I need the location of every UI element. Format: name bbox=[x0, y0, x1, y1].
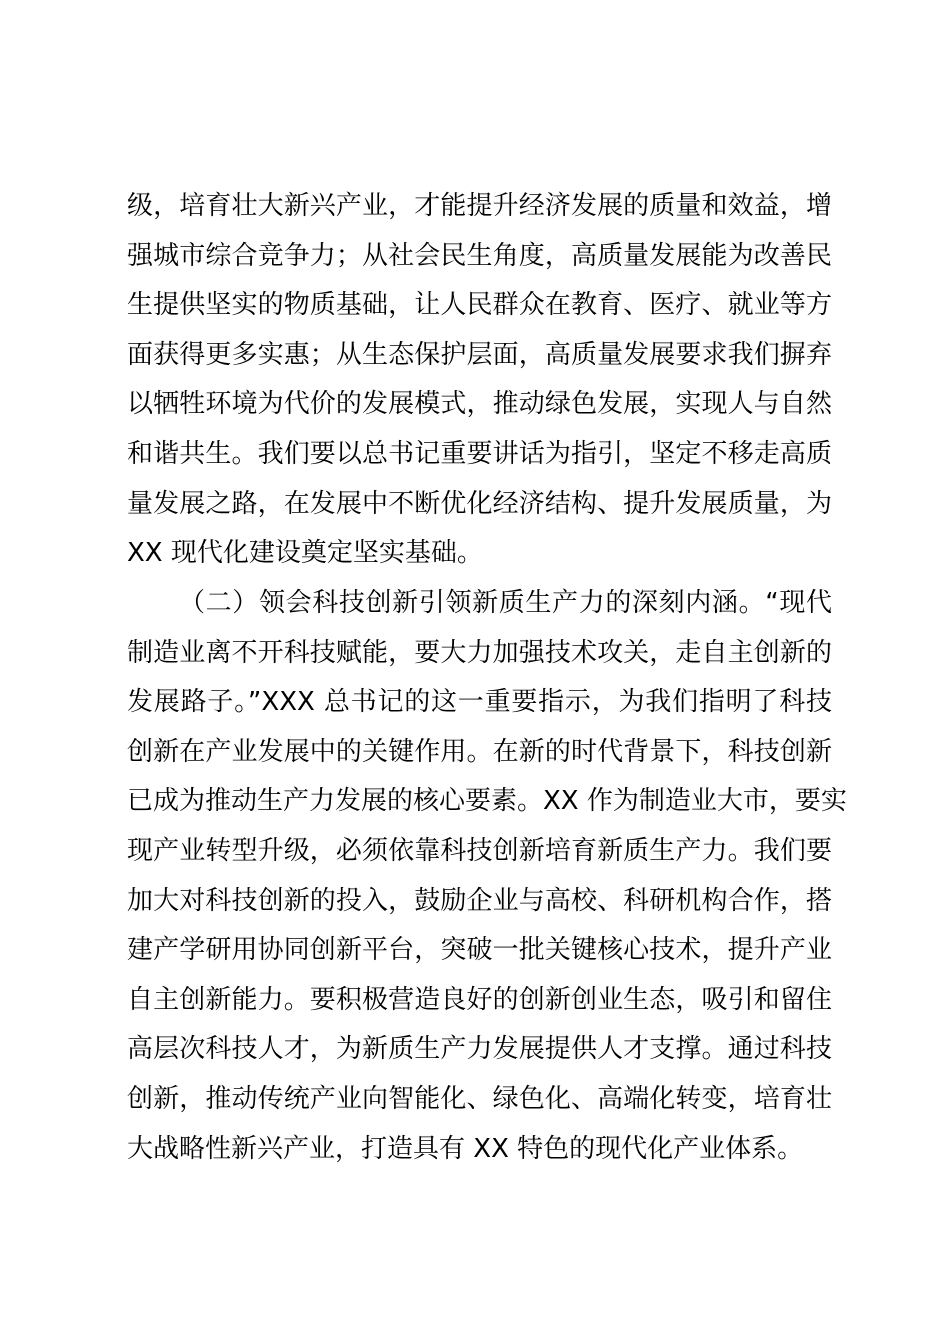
paragraph-line: 加大对科技创新的投入，鼓励企业与高校、科研机构合作，搭 bbox=[127, 885, 832, 916]
paragraph-line: 建产学研用协同创新平台，突破一批关键核心技术，提升产业 bbox=[127, 935, 832, 966]
paragraph-line: 以牺牲环境为代价的发展模式，推动绿色发展，实现人与自然 bbox=[127, 389, 832, 420]
paragraph-line: 面获得更多实惠；从生态保护层面，高质量发展要求我们摒弃 bbox=[127, 339, 832, 370]
paragraph-line: 强城市综合竞争力；从社会民生角度，高质量发展能为改善民 bbox=[127, 240, 832, 271]
paragraph-line: 制造业离不开科技赋能，要大力加强技术攻关，走自主创新的 bbox=[127, 637, 832, 668]
paragraph-line: 已成为推动生产力发展的核心要素。XX 作为制造业大市，要实 bbox=[127, 786, 847, 817]
paragraph-2 bbox=[127, 579, 847, 1174]
paragraph-line: 自主创新能力。要积极营造良好的创新创业生态，吸引和留住 bbox=[127, 984, 832, 1015]
paragraph-line: 级，培育壮大新兴产业，才能提升经济发展的质量和效益，增 bbox=[127, 191, 832, 221]
paragraph-line: 量发展之路，在发展中不断优化经济结构、提升发展质量，为 bbox=[127, 488, 832, 519]
paragraph-line: 发展路子。”XXX 总书记的这一重要指示，为我们指明了科技 bbox=[127, 687, 832, 718]
paragraph-line: 高层次科技人才，为新质生产力发展提供人才支撑。通过科技 bbox=[127, 1034, 832, 1065]
paragraph-line: 和谐共生。我们要以总书记重要讲话为指引，坚定不移走高质 bbox=[127, 438, 832, 469]
section-heading-line: （二）领会科技创新引领新质生产力的深刻内涵。“现代 bbox=[179, 588, 832, 618]
paragraph-line: 创新在产业发展中的关键作用。在新的时代背景下，科技创新 bbox=[127, 736, 832, 767]
paragraph-line: 现产业转型升级，必须依靠科技创新培育新质生产力。我们要 bbox=[127, 835, 832, 866]
paragraph-1 bbox=[127, 182, 832, 579]
paragraph-line: 大战略性新兴产业，打造具有 XX 特色的现代化产业体系。 bbox=[127, 1133, 804, 1164]
paragraph-line: 生提供坚实的物质基础，让人民群众在教育、医疗、就业等方 bbox=[127, 290, 832, 321]
paragraph-line: 创新，推动传统产业向智能化、绿色化、高端化转变，培育壮 bbox=[127, 1083, 832, 1114]
paragraph-line: XX 现代化建设奠定坚实基础。 bbox=[127, 538, 483, 569]
